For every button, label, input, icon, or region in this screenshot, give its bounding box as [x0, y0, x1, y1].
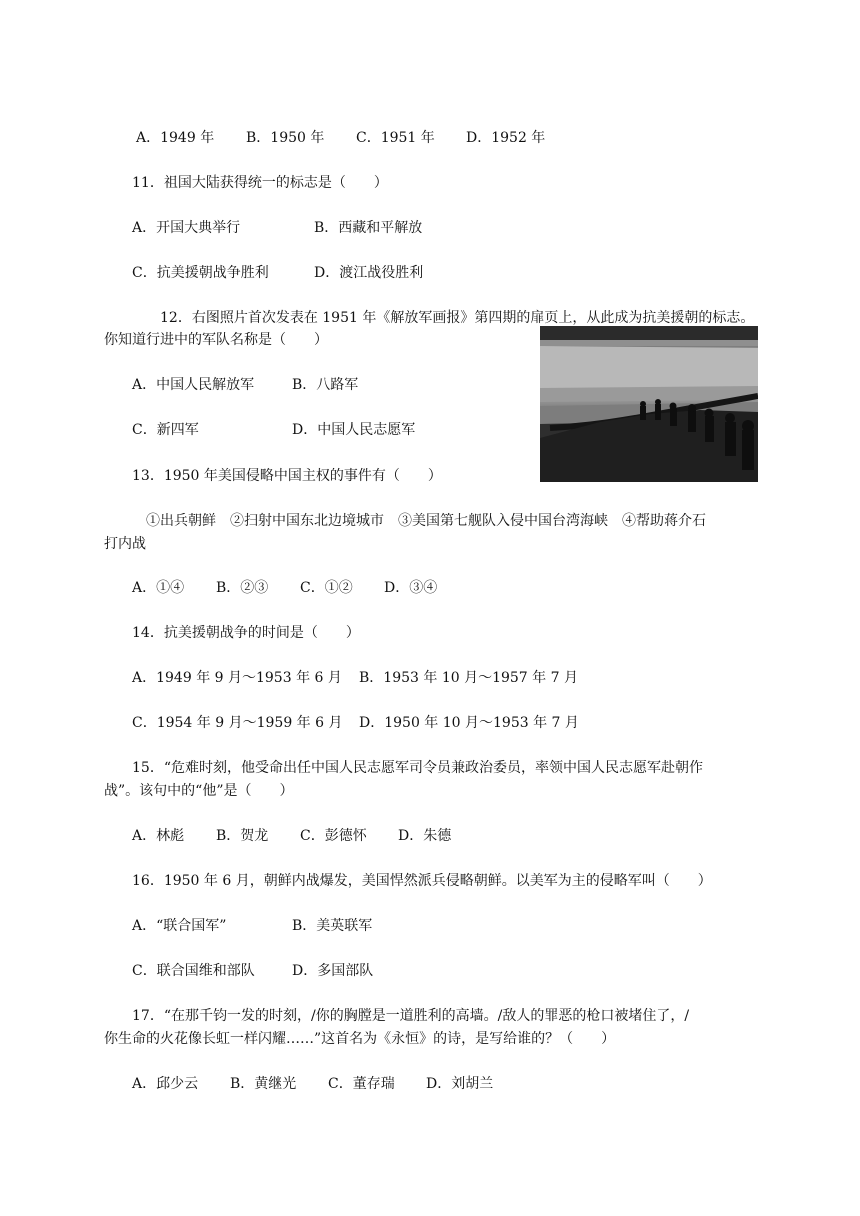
- q17-stem-line1: 17．“在那千钧一发的时刻，/你的胸膛是一道胜利的高墙。/敌人的罪恶的枪口被堵住了，/: [132, 1008, 690, 1024]
- q15-option-d: D．朱德: [398, 828, 452, 844]
- q12-stem-line2: 你知道行进中的军队名称是（ ）: [104, 332, 328, 348]
- q10-option-c: C．1951 年: [356, 130, 435, 146]
- q15-options: [132, 826, 451, 846]
- q15-option-b: B．贺龙: [216, 828, 269, 844]
- q16-option-a: A．“联合国军”: [132, 918, 227, 934]
- q11-option-b: B．西藏和平解放: [314, 220, 423, 236]
- q14-option-a: A．1949 年 9 月～1953 年 6 月: [132, 670, 342, 686]
- q16-options-row2: [132, 961, 373, 981]
- q13-option-d: D．③④: [384, 580, 438, 596]
- q16-option-c: C．联合国维和部队: [132, 963, 255, 979]
- q17-option-a: A．邱少云: [132, 1076, 199, 1092]
- q17-option-b: B．黄继光: [230, 1076, 297, 1092]
- q17-option-d: D．刘胡兰: [426, 1076, 494, 1092]
- q17-options: [132, 1074, 493, 1094]
- q15-option-c: C．彭德怀: [300, 828, 367, 844]
- q14-options-row2: [132, 713, 579, 733]
- q13-items-line2: 打内战: [104, 536, 146, 552]
- q10-option-d: D．1952 年: [466, 130, 546, 146]
- q11-option-a: A．开国大典举行: [132, 220, 241, 236]
- q13-option-c: C．①②: [300, 580, 353, 596]
- q11-option-c: C．抗美援朝战争胜利: [132, 265, 269, 281]
- q12-option-b: B．八路军: [292, 377, 359, 393]
- q10-option-b: B．1950 年: [246, 130, 325, 146]
- soldiers-marching-photo: [540, 326, 758, 482]
- q16-option-d: D．多国部队: [292, 963, 374, 979]
- q14-option-b: B．1953 年 10 月～1957 年 7 月: [359, 670, 578, 686]
- q16-options-row1: [132, 916, 372, 936]
- q13-options: [132, 578, 437, 598]
- q15-stem-line1: 15．“危难时刻，他受命出任中国人民志愿军司令员兼政治委员，率领中国人民志愿军赴朝作: [132, 760, 703, 776]
- q12-option-c: C．新四军: [132, 422, 199, 438]
- q12-options-row1: [132, 375, 358, 395]
- q11-options-row1: [132, 218, 422, 238]
- q15-option-a: A．林彪: [132, 828, 185, 844]
- q13-stem: 13．1950 年美国侵略中国主权的事件有（ ）: [132, 468, 442, 484]
- q15-stem-line2: 战”。该句中的“他”是（ ）: [104, 783, 294, 799]
- q13-option-b: B．②③: [216, 580, 269, 596]
- q17-option-c: C．董存瑞: [328, 1076, 395, 1092]
- q12-stem-line1: 12．右图照片首次发表在 1951 年《解放军画报》第四期的扉页上，从此成为抗美援朝的标志。: [160, 310, 755, 326]
- q13-option-a: A．①④: [132, 580, 185, 596]
- q14-option-c: C．1954 年 9 月～1959 年 6 月: [132, 715, 343, 731]
- q14-stem: 14．抗美援朝战争的时间是（ ）: [132, 625, 360, 641]
- q16-stem: 16．1950 年 6 月，朝鲜内战爆发，美国悍然派兵侵略朝鲜。以美军为主的侵略军叫（ ）: [132, 873, 712, 889]
- q12-option-a: A．中国人民解放军: [132, 377, 255, 393]
- q13-items-line1: ①出兵朝鲜 ②扫射中国东北边境城市 ③美国第七舰队入侵中国台湾海峡 ④帮助蒋介石: [146, 513, 706, 529]
- q14-option-d: D．1950 年 10 月～1953 年 7 月: [359, 715, 579, 731]
- q10-option-a: A．1949 年: [136, 130, 215, 146]
- q10-options: [136, 128, 545, 148]
- q12-options-row2: [132, 420, 415, 440]
- q14-options-row1: [132, 668, 578, 688]
- q16-option-b: B．美英联军: [292, 918, 373, 934]
- q11-options-row2: [132, 263, 423, 283]
- q11-option-d: D．渡江战役胜利: [314, 265, 424, 281]
- q11-stem: 11．祖国大陆获得统一的标志是（ ）: [132, 175, 388, 191]
- q17-stem-line2: 你生命的火花像长虹一样闪耀……”这首名为《永恒》的诗，是写给谁的？（ ）: [104, 1031, 616, 1047]
- q12-option-d: D．中国人民志愿军: [292, 422, 416, 438]
